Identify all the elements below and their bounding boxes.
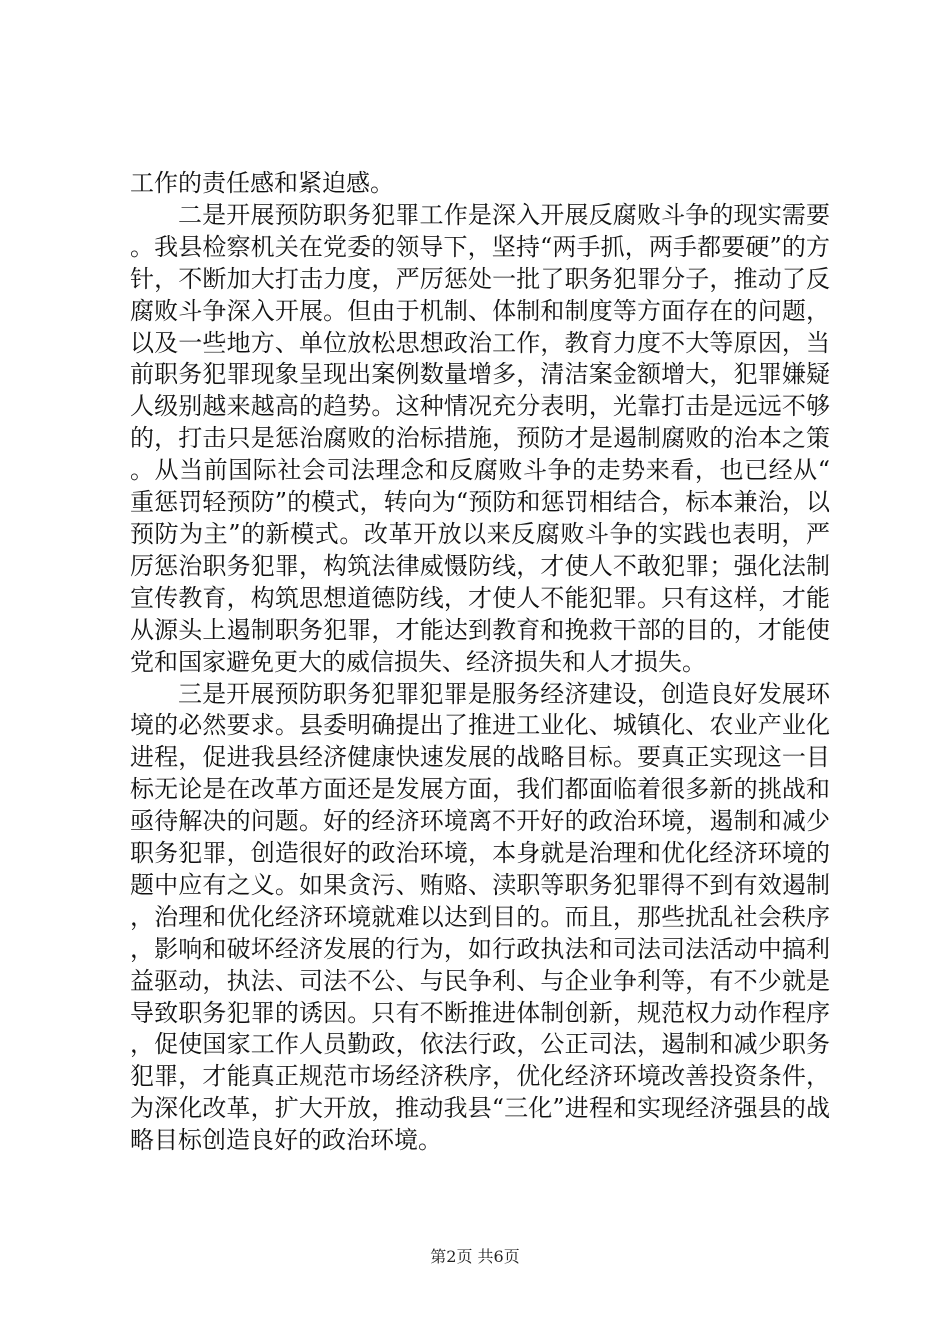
paragraph-third-point: 三是开展预防职务犯罪犯罪是服务经济建设，创造良好发展环境的必然要求。县委明确提出了推进工业化、城镇化、农业产业化进程，促进我县经济健康快速发展的战略目标。要真正实现这一目标无论是在改革方面还是发展方面，我们都面临着很多新的挑战和亟待解决的问题。好的经济环境离不开好的政治环境，遏制和减少职务犯罪，创造很好的政治环境，本身就是治理和优化经济环境的题中应有之义。如果贪污、贿赂、渎职等职务犯罪得不到有效遏制，治理和优化经济环境就难以达到目的。而且，那些扰乱社会秩序，影响和破坏经济发展的行为，如行政执法和司法司法活动中搞利益驱动，执法、司法不公、与民争利、与企业争利等，有不少就是导致职务犯罪的诱因。只有不断推进体制创新，规范权力动作程序，促使国家工作人员勤政，依法行政，公正司法，遏制和减少职务犯罪，才能真正规范市场经济秩序，优化经济环境改善投资条件，为深化改革，扩大开放，推动我县“三化”进程和实现经济强县的战略目标创造良好的政治环境。 (130, 679, 830, 1155)
paragraph-second-point: 二是开展预防职务犯罪工作是深入开展反腐败斗争的现实需要。我县检察机关在党委的领导下，坚持“两手抓，两手都要硬”的方针，不断加大打击力度，严厉惩处一批了职务犯罪分子，推动了反腐败斗争深入开展。但由于机制、体制和制度等方面存在的问题，以及一些地方、单位放松思想政治工作，教育力度不大等原因，当前职务犯罪现象呈现出案例数量增多，清洁案金额增大，犯罪嫌疑人级别越来越高的趋势。这种情况充分表明，光靠打击是远远不够的，打击只是惩治腐败的治标措施，预防才是遏制腐败的治本之策。从当前国际社会司法理念和反腐败斗争的走势来看，也已经从“重惩罚轻预防”的模式，转向为“预防和惩罚相结合，标本兼治，以预防为主”的新模式。改革开放以来反腐败斗争的实践也表明，严厉惩治职务犯罪，构筑法律威慑防线，才使人不敢犯罪；强化法制宣传教育，构筑思想道德防线，才使人不能犯罪。只有这样，才能从源头上遏制职务犯罪，才能达到教育和挽救干部的目的，才能使党和国家避免更大的威信损失、经济损失和人才损失。 (130, 200, 830, 676)
page-footer: 第2页 共6页 (430, 1247, 520, 1266)
document-body (130, 168, 830, 1157)
paragraph-continuation: 工作的责任感和紧迫感。 (130, 169, 394, 197)
